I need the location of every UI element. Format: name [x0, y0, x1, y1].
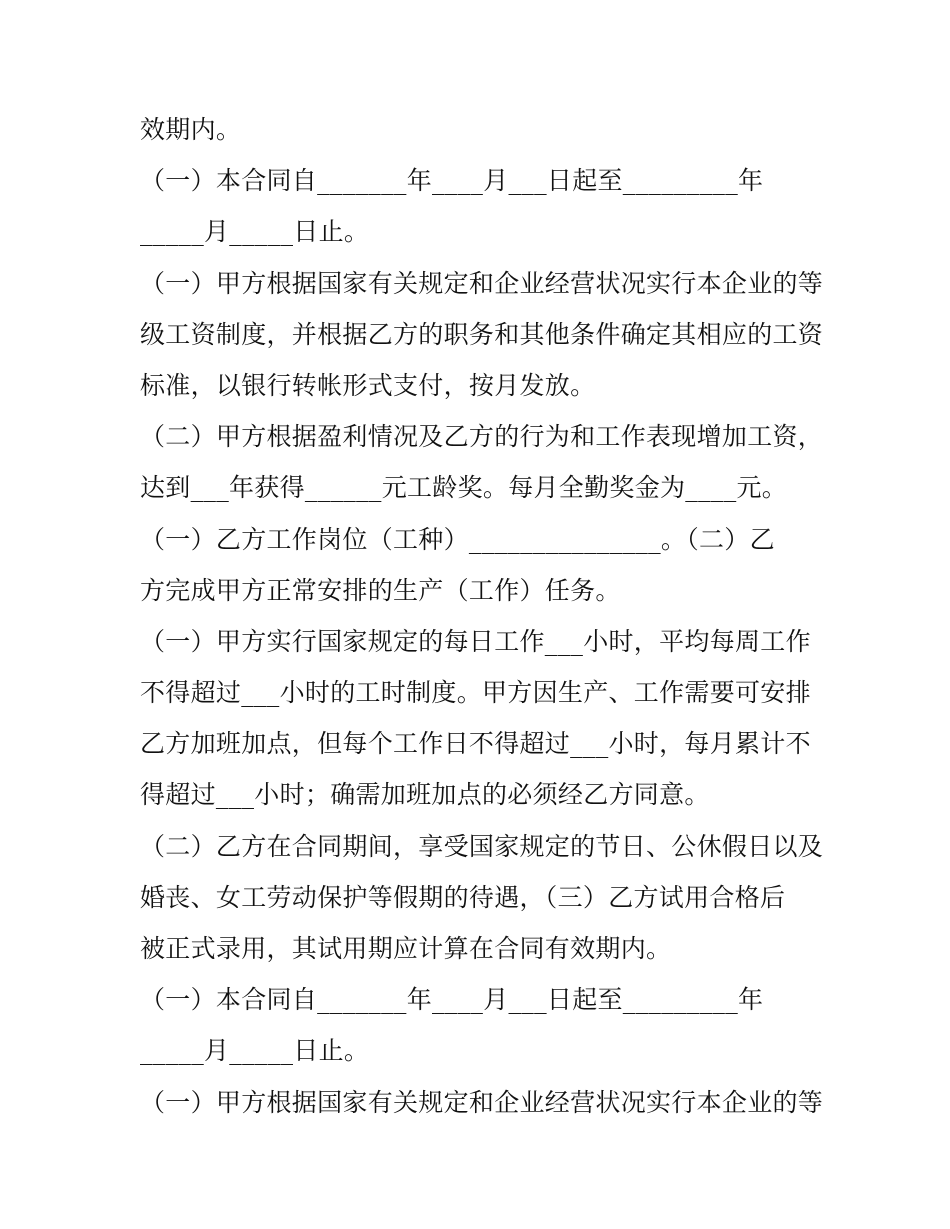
text-line: 得超过___小时；确需加班加点的必须经乙方同意。: [140, 780, 710, 810]
text-line: 方完成甲方正常安排的生产（工作）任务。: [140, 575, 621, 605]
text-line: 乙方加班加点，但每个工作日不得超过___小时，每月累计不: [140, 729, 811, 759]
text-line: （二）乙方在合同期间，享受国家规定的节日、公休假日以及: [140, 831, 824, 861]
text-line: 级工资制度，并根据乙方的职务和其他条件确定其相应的工资: [140, 319, 824, 349]
text-line: 被正式录用，其试用期应计算在合同有效期内。: [140, 934, 672, 963]
text-line: 达到___年获得______元工龄奖。每月全勤奖金为____元。: [140, 473, 788, 503]
text-line: （一）甲方实行国家规定的每日工作___小时，平均每周工作: [140, 626, 811, 656]
text-line: 婚丧、女工劳动保护等假期的待遇，（三）乙方试用合格后: [140, 882, 786, 912]
text-line: （一）本合同自_______年____月___日起至_________年: [140, 985, 764, 1015]
text-line: （一）本合同自_______年____月___日起至_________年: [140, 166, 764, 196]
text-line: 不得超过___小时的工时制度。甲方因生产、工作需要可安排: [140, 678, 811, 708]
text-line: 效期内。: [140, 115, 242, 144]
text-line: （一）甲方根据国家有关规定和企业经营状况实行本企业的等: [140, 268, 824, 298]
text-line: 标准，以银行转帐形式支付，按月发放。: [140, 370, 596, 400]
contract-body-text: [140, 104, 824, 1128]
text-line: （一）乙方工作岗位（工种）_______________。（二）乙: [140, 524, 775, 554]
text-line: _____月_____日止。: [140, 1036, 370, 1066]
text-line: （一）甲方根据国家有关规定和企业经营状况实行本企业的等: [140, 1087, 824, 1117]
text-line: _____月_____日止。: [140, 217, 370, 247]
text-line: （二）甲方根据盈利情况及乙方的行为和工作表现增加工资，: [140, 422, 824, 452]
